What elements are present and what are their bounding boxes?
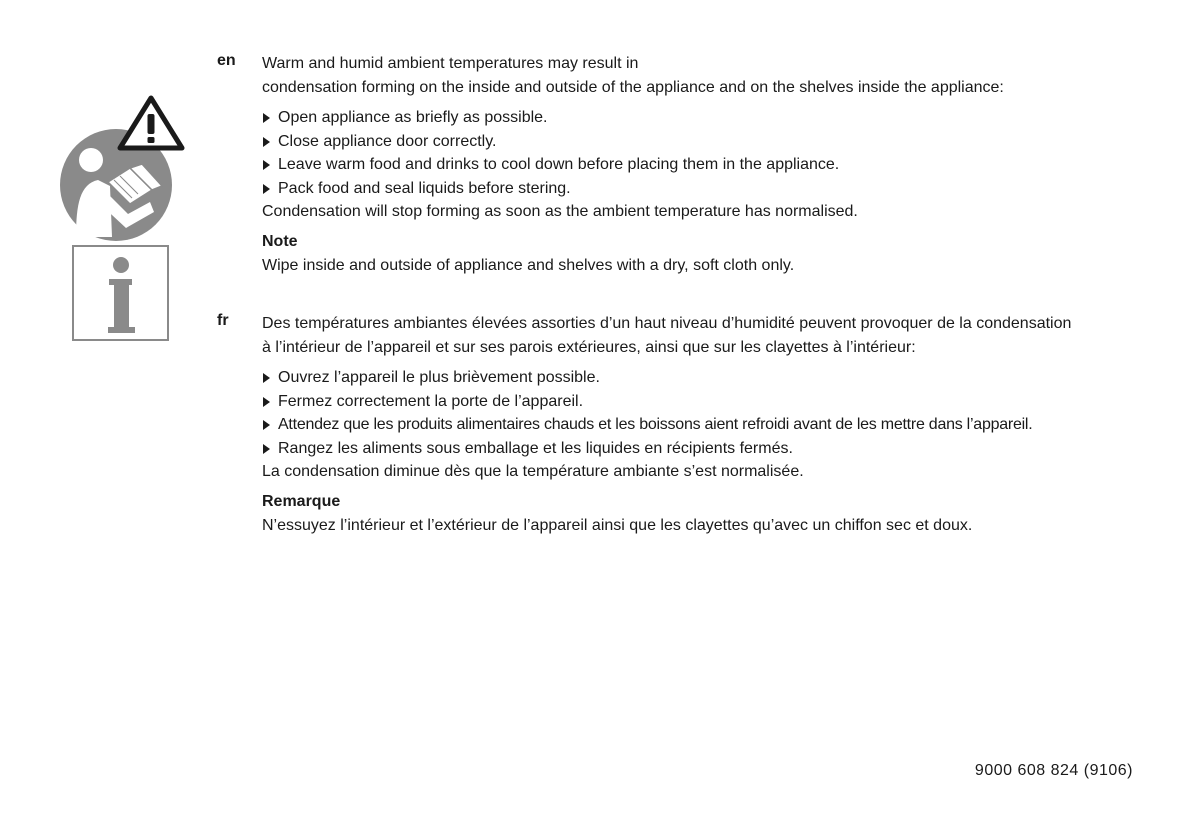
bullet-arrow-icon — [263, 137, 270, 147]
bullet-arrow-icon — [263, 184, 270, 194]
step-text: Leave warm food and drinks to cool down before placing them in the appliance. — [278, 156, 840, 174]
section-body — [262, 52, 1142, 278]
intro-line: Des températures ambiantes élevées assorties d’un haut niveau d’humidité peuvent provoquer de la condensation — [262, 315, 1072, 332]
step-text: Rangez les aliments sous emballage et les liquides en récipients fermés. — [278, 439, 793, 457]
step-text: Ouvrez l’appareil le plus brièvement possible. — [278, 369, 600, 386]
note-title: Remarque — [262, 493, 341, 511]
step-text: Attendez que les produits alimentaires chauds et les boissons aient refroidi avant de les mettre dans l’appareil. — [278, 416, 1033, 434]
info-icon — [72, 245, 169, 341]
list-item — [262, 390, 1142, 414]
note-title: Note — [262, 233, 298, 251]
list-item — [262, 437, 1142, 461]
list-item — [262, 153, 1142, 177]
list-item — [262, 106, 1142, 130]
bullet-arrow-icon — [263, 113, 270, 123]
steps-list — [262, 106, 1142, 200]
list-item — [262, 366, 1142, 390]
bullet-arrow-icon — [263, 373, 270, 383]
step-text: Pack food and seal liquids before stering. — [278, 179, 571, 197]
step-text: Fermez correctement la porte de l’appareil. — [278, 392, 584, 410]
section-body — [262, 312, 1142, 538]
icon-column — [58, 94, 188, 344]
note-text: Wipe inside and outside of appliance and shelves with a dry, soft cloth only. — [262, 257, 795, 275]
list-item — [262, 130, 1142, 154]
bullet-arrow-icon — [263, 420, 270, 430]
list-item — [262, 177, 1142, 201]
steps-list — [262, 366, 1142, 460]
intro-line: à l’intérieur de l’appareil et sur ses parois extérieures, ainsi que sur les clayettes à l’intérieur: — [262, 339, 916, 356]
document-number: 9000 608 824 (9106) — [974, 762, 1133, 779]
note-text: N’essuyez l’intérieur et l’extérieur de l’appareil ainsi que les clayettes qu’avec un chiffon sec et doux. — [262, 517, 973, 535]
conclusion-text: Condensation will stop forming as soon as the ambient temperature has normalised. — [262, 203, 858, 221]
warning-read-manual-icon — [58, 94, 188, 244]
conclusion-text: La condensation diminue dès que la température ambiante s’est normalisée. — [262, 463, 804, 481]
intro-line: Warm and humid ambient temperatures may result in — [262, 55, 639, 72]
bullet-arrow-icon — [263, 160, 270, 170]
bullet-arrow-icon — [263, 397, 270, 407]
step-text: Close appliance door correctly. — [278, 132, 497, 150]
bullet-arrow-icon — [263, 444, 270, 454]
language-code: en — [217, 52, 236, 69]
step-text: Open appliance as briefly as possible. — [278, 109, 548, 126]
list-item — [262, 413, 1142, 437]
language-code: fr — [217, 312, 229, 329]
intro-line: condensation forming on the inside and outside of the appliance and on the shelves inside the appliance: — [262, 79, 1004, 96]
